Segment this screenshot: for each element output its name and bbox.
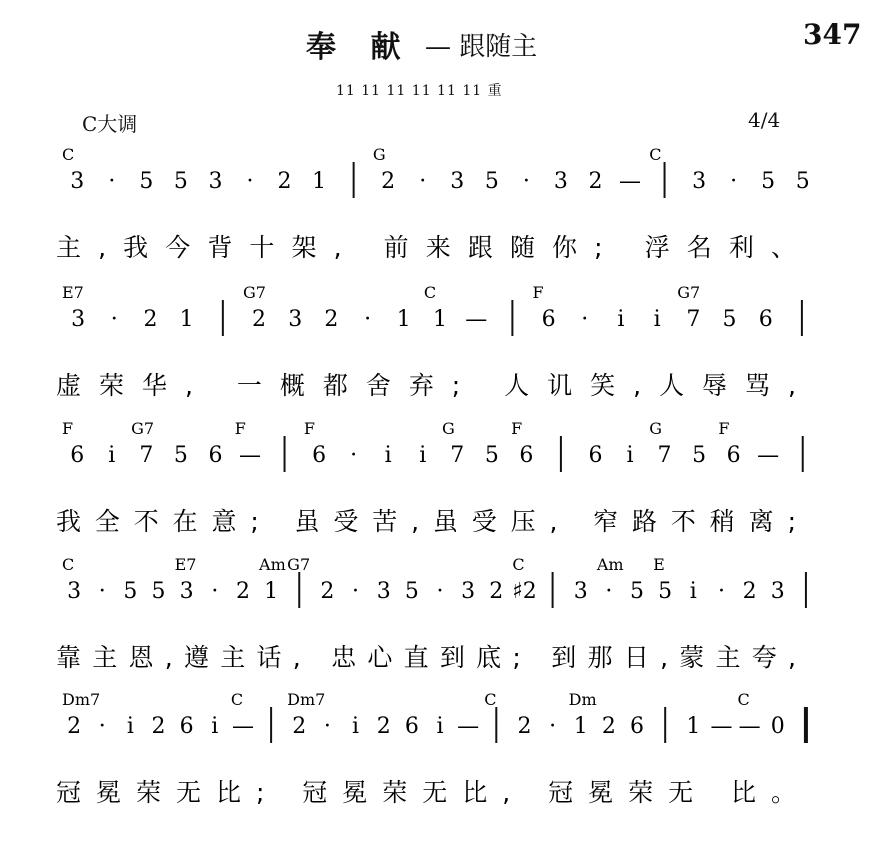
note-2-1: i <box>108 443 116 468</box>
note-4-23: — <box>710 714 733 739</box>
chord-0-2: C <box>649 145 662 164</box>
note-3-7: 1 <box>264 579 279 604</box>
note-4-17: · <box>549 714 557 739</box>
lyric-line-4: 冠冕荣无比; 冠冕荣无比, 冠冕荣无 比。 <box>56 778 797 807</box>
chord-2-3: F <box>303 419 315 438</box>
note-1-19: 6 <box>758 307 773 332</box>
chord-2-1: G7 <box>131 419 155 438</box>
key-signature: C大调 <box>82 112 138 136</box>
note-3-2: 5 <box>123 579 138 604</box>
note-3-12: 5 <box>404 579 419 604</box>
note-2-13: 6 <box>519 443 534 468</box>
chord-2-2: F <box>234 419 246 438</box>
chord-1-3: F <box>532 283 544 302</box>
note-3-0: 3 <box>67 579 82 604</box>
note-4-19: 2 <box>601 714 616 739</box>
note-1-6: 3 <box>288 307 303 332</box>
note-4-10: i <box>352 714 360 739</box>
note-0-5: · <box>246 169 254 194</box>
chord-3-3: G7 <box>287 555 311 574</box>
note-2-10: i <box>419 443 427 468</box>
note-3-18: 3 <box>573 579 588 604</box>
chord-1-2: C <box>423 283 437 302</box>
chord-3-6: E <box>653 555 665 574</box>
note-4-8: 2 <box>292 714 307 739</box>
hymn-number: 347 <box>803 18 862 51</box>
note-3-23: · <box>717 579 725 604</box>
note-1-2: 2 <box>143 307 158 332</box>
chord-2-7: F <box>718 419 730 438</box>
note-2-4: 6 <box>208 443 223 468</box>
chord-4-4: Dm <box>568 690 597 709</box>
note-4-9: · <box>323 714 331 739</box>
chord-4-1: C <box>230 690 244 709</box>
note-2-8: · <box>350 443 358 468</box>
note-3-15: 2 <box>489 579 504 604</box>
note-0-9: 2 <box>381 169 396 194</box>
note-2-5: — <box>239 443 261 468</box>
note-0-13: · <box>522 169 530 194</box>
note-3-5: · <box>211 579 219 604</box>
note-4-20: 6 <box>630 714 645 739</box>
time-signature: 4/4 <box>748 108 781 132</box>
note-0-14: 3 <box>553 169 568 194</box>
note-3-3: 5 <box>151 579 166 604</box>
chord-1-4: G7 <box>677 283 701 302</box>
chord-3-1: E7 <box>174 555 197 574</box>
note-3-19: · <box>605 579 613 604</box>
note-4-1: · <box>98 714 106 739</box>
note-1-9: 1 <box>396 307 411 332</box>
note-4-25: 0 <box>770 714 785 739</box>
note-4-0: 2 <box>67 714 82 739</box>
note-0-3: 5 <box>173 169 188 194</box>
lyric-line-2: 我全不在意; 虽受苦,虽受压, 窄路不稍离; <box>56 507 796 536</box>
note-0-4: 3 <box>208 169 223 194</box>
note-1-8: · <box>364 307 372 332</box>
chord-3-5: Am <box>596 555 624 574</box>
note-0-7: 1 <box>312 169 327 194</box>
note-4-3: 2 <box>151 714 166 739</box>
note-2-3: 5 <box>173 443 188 468</box>
note-1-13: 6 <box>541 307 556 332</box>
note-1-5: 2 <box>252 307 267 332</box>
note-2-19: 6 <box>726 443 741 468</box>
note-0-16: — <box>619 169 641 194</box>
note-3-9: 2 <box>320 579 335 604</box>
chord-3-2: Am <box>259 555 286 574</box>
note-1-15: i <box>617 307 625 332</box>
note-2-9: i <box>384 443 392 468</box>
note-2-15: 6 <box>588 443 603 468</box>
chord-3-4: C <box>512 555 525 574</box>
chord-0-1: G <box>372 145 386 164</box>
note-4-4: 6 <box>179 714 194 739</box>
note-1-14: · <box>581 307 589 332</box>
note-0-12: 5 <box>484 169 499 194</box>
note-2-12: 5 <box>484 443 499 468</box>
chord-0-0: C <box>62 145 75 164</box>
lyric-line-0: 主,我今背十架, 前来跟随你; 浮名利、 <box>56 233 796 262</box>
note-3-24: 2 <box>742 579 757 604</box>
chord-4-3: C <box>484 690 497 709</box>
note-4-18: 1 <box>573 714 588 739</box>
note-2-7: 6 <box>312 443 327 468</box>
chord-3-0: C <box>62 555 75 574</box>
note-3-10: · <box>352 579 360 604</box>
note-0-6: 2 <box>277 169 292 194</box>
note-0-0: 3 <box>70 169 85 194</box>
note-3-13: · <box>436 579 444 604</box>
note-0-11: 3 <box>450 169 465 194</box>
note-0-15: 2 <box>588 169 603 194</box>
note-1-16: i <box>653 307 661 332</box>
chord-4-2: Dm7 <box>287 690 326 709</box>
note-1-18: 5 <box>722 307 737 332</box>
chord-2-4: G <box>442 419 455 438</box>
note-2-17: 7 <box>657 443 672 468</box>
lyric-line-3: 靠主恩,遵主话, 忠心直到底; 到那日,蒙主夸, <box>56 643 796 672</box>
note-3-20: 5 <box>630 579 645 604</box>
note-0-20: 5 <box>761 169 776 194</box>
note-2-0: 6 <box>70 443 85 468</box>
chord-2-5: F <box>511 419 523 438</box>
note-3-25: 3 <box>770 579 785 604</box>
note-1-11: — <box>465 307 488 332</box>
note-1-10: 1 <box>433 307 447 332</box>
note-4-11: 2 <box>376 714 391 739</box>
note-1-3: 1 <box>179 307 194 332</box>
note-3-22: i <box>689 579 697 604</box>
meter-label: 11 11 11 11 11 11 重 <box>336 83 503 99</box>
note-1-7: 2 <box>324 307 339 332</box>
note-4-2: i <box>126 714 134 739</box>
note-3-14: 3 <box>461 579 476 604</box>
note-3-1: · <box>98 579 106 604</box>
note-1-1: · <box>110 307 118 332</box>
hymn-title: 奉 献 <box>306 30 413 65</box>
note-3-21: 5 <box>658 579 673 604</box>
note-0-18: 3 <box>692 169 707 194</box>
note-4-16: 2 <box>517 714 532 739</box>
chord-1-1: G7 <box>242 283 266 302</box>
note-4-6: — <box>231 714 254 739</box>
note-1-17: 7 <box>686 307 701 332</box>
note-4-24: — <box>738 714 761 739</box>
note-4-5: i <box>211 714 219 739</box>
note-0-21: 5 <box>795 169 810 194</box>
chord-2-0: F <box>62 419 74 438</box>
note-1-0: 3 <box>71 307 86 332</box>
chord-4-5: C <box>737 690 750 709</box>
note-0-19: · <box>730 169 738 194</box>
note-0-2: 5 <box>139 169 154 194</box>
chord-4-0: Dm7 <box>62 690 101 709</box>
note-3-11: 3 <box>376 579 391 604</box>
hymn-subtitle: — 跟随主 <box>425 32 538 62</box>
note-2-11: 7 <box>450 443 465 468</box>
note-0-1: · <box>108 169 116 194</box>
note-2-16: i <box>626 443 634 468</box>
note-4-22: 1 <box>686 714 701 739</box>
note-3-6: 2 <box>235 579 250 604</box>
note-4-12: 6 <box>404 714 419 739</box>
lyric-line-1: 虚荣华, 一概都舍弃; 人讥笑,人辱骂, <box>56 371 796 400</box>
note-3-4: 3 <box>179 579 194 604</box>
note-4-14: — <box>457 714 480 739</box>
note-0-10: · <box>419 169 427 194</box>
chord-1-0: E7 <box>62 283 84 302</box>
note-3-16: ♯2 <box>512 579 537 604</box>
note-4-13: i <box>436 714 444 739</box>
note-2-20: — <box>757 443 780 468</box>
note-2-2: 7 <box>139 443 154 468</box>
note-2-18: 5 <box>692 443 707 468</box>
chord-2-6: G <box>649 419 663 438</box>
